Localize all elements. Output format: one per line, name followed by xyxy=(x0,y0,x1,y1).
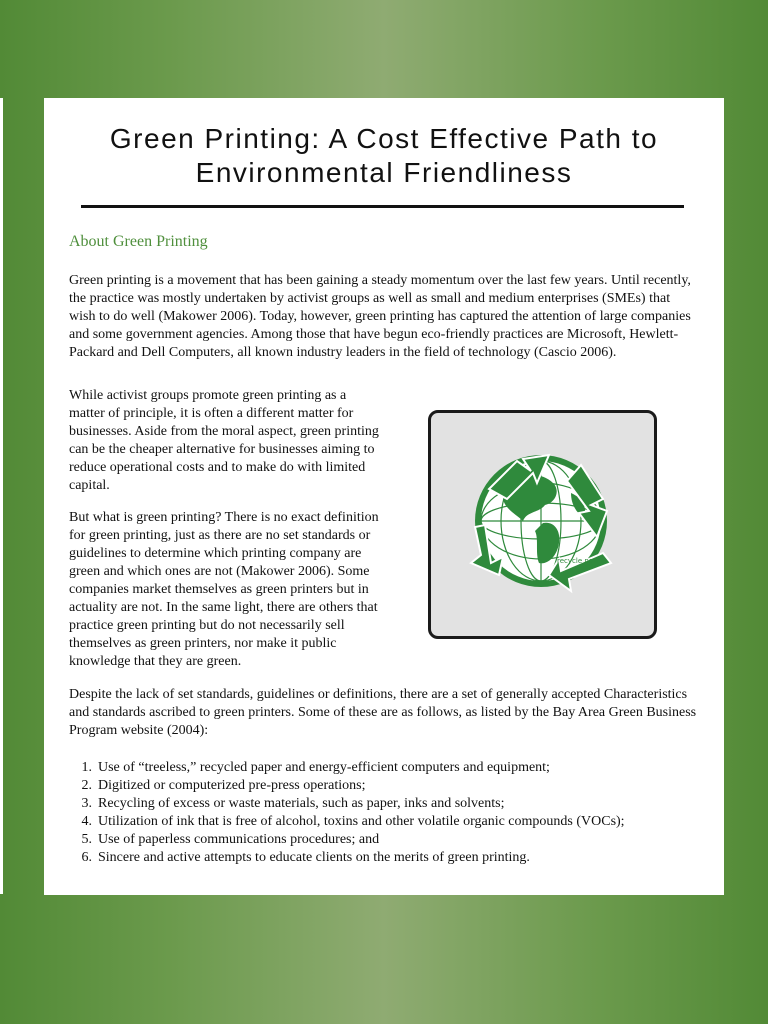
list-item: 2. Digitized or computerized pre-press operations; xyxy=(81,778,366,793)
list-item: 5. Use of paperless communications procedures; and xyxy=(81,832,380,847)
recycle-figure xyxy=(428,410,657,639)
document-page xyxy=(44,98,724,895)
list-item: 1. Use of “treeless,” recycled paper and energy-efficient computers and equipment; xyxy=(81,760,550,775)
list-item: 3. Recycling of excess or waste materials, such as paper, inks and solvents; xyxy=(81,796,505,811)
recycle-caption: recycle now xyxy=(557,557,599,565)
title-line-1: Green Printing: A Cost Effective Path to xyxy=(109,123,659,154)
list-item: 4. Utilization of ink that is free of alcohol, toxins and other volatile organic compounds (VOCs); xyxy=(81,814,625,829)
left-edge-strip xyxy=(0,98,3,894)
paragraph-definition: But what is green printing? There is no exact definition for green printing, just as there are no set standards or guidelines to determine which printing company are green and which ones are not (Makower 2006). Some companies market themselves as green printers but in actuality are not. In the same light, there are others that practice green printing but do not necessarily sell themselves as green printers, nor make it public knowledge that they are green. xyxy=(69,510,379,669)
paragraph-intro: Green printing is a movement that has been gaining a steady momentum over the last few years. Until recently, the practice was mostly undertaken by activist groups as well as small and medium enterprises (SMEs) that wish to do well (Makower 2006). Today, however, green printing has captured the attention of large companies and some government agencies. Among those that have begun eco-friendly practices are Microsoft, Hewlett-Packard and Dell Computers, all known industry leaders in the field of technology (Cascio 2006). xyxy=(69,273,691,360)
section-heading: About Green Printing xyxy=(69,233,208,250)
title-divider xyxy=(81,205,684,208)
paragraph-characteristics: Despite the lack of set standards, guidelines or definitions, there are a set of generally accepted Characteristics and standards ascribed to green printers. Some of these are as follows, as listed by the Bay Area Green Business Program website (2004): xyxy=(69,687,697,738)
list-item: 6. Sincere and active attempts to educate clients on the merits of green printing. xyxy=(81,850,530,865)
characteristics-list xyxy=(69,759,709,867)
title-line-2: Environmental Friendliness xyxy=(195,157,573,188)
paragraph-businesses: While activist groups promote green printing as a matter of principle, it is often a different matter for businesses. Aside from the moral aspect, green printing can be the cheaper alternative for businesses aiming to reduce operational costs and to make do with limited capital. xyxy=(69,388,379,493)
recycle-globe-icon xyxy=(431,413,654,636)
document-title xyxy=(44,122,724,190)
